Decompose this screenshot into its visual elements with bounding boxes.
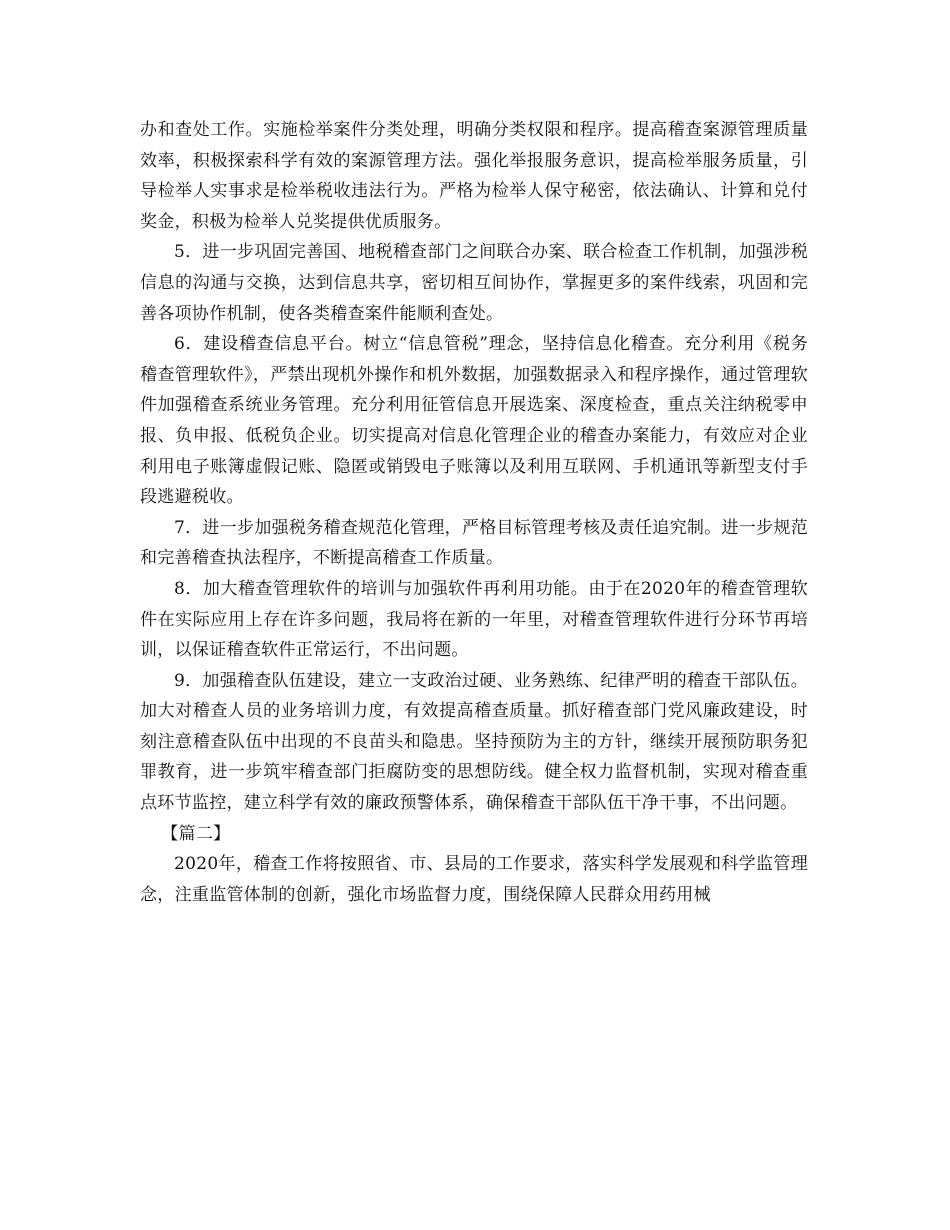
section-heading: 【篇二】 bbox=[161, 823, 231, 844]
paragraph-item-6: 6．建设稽查信息平台。树立“信息管税”理念，坚持信息化稽查。充分利用《税务稽查管理软件》，严禁出现机外操作和机外数据，加强数据录入和程序操作，通过管理软件加强稽查系统业务管理。充分利用征管信息开展选案、深度检查，重点关注纳税零申报、负申报、低税负企业。切实提高对信息化管理企业的稽查办案能力，有效应对企业利用电子账簿虚假记账、隐匿或销毁电子账簿以及利用互联网、手机通讯等新型支付手段逃避税收。 bbox=[140, 334, 808, 508]
paragraph-final: 2020年，稽查工作将按照省、市、县局的工作要求，落实科学发展观和科学监管理念，注重监管体制的创新，强化市场监督力度，围绕保障人民群众用药用械 bbox=[140, 854, 808, 905]
document-body bbox=[140, 115, 808, 910]
paragraph-continuation: 办和查处工作。实施检举案件分类处理，明确分类权限和程序。提高稽查案源管理质量效率，积极探索科学有效的案源管理方法。强化举报服务意识，提高检举服务质量，引导检举人实事求是检举税收违法行为。严格为检举人保守秘密，依法确认、计算和兑付奖金，积极为检举人兑奖提供优质服务。 bbox=[140, 120, 808, 232]
paragraph-item-9: 9．加强稽查队伍建设，建立一支政治过硬、业务熟练、纪律严明的稽查干部队伍。加大对稽查人员的业务培训力度，有效提高稽查质量。抓好稽查部门党风廉政建设，时刻注意稽查队伍中出现的不良苗头和隐患。坚持预防为主的方针，继续开展预防职务犯罪教育，进一步筑牢稽查部门拒腐防变的思想防线。健全权力监督机制，实现对稽查重点环节监控，建立科学有效的廉政预警体系，确保稽查干部队伍干净干事，不出问题。 bbox=[140, 670, 808, 814]
paragraph-item-8: 8．加大稽查管理软件的培训与加强软件再利用功能。由于在2020年的稽查管理软件在实际应用上存在许多问题，我局将在新的一年里，对稽查管理软件进行分环节再培训，以保证稽查软件正常运行，不出问题。 bbox=[140, 578, 808, 661]
paragraph-item-5: 5．进一步巩固完善国、地税稽查部门之间联合办案、联合检查工作机制，加强涉税信息的沟通与交换，达到信息共享，密切相互间协作，掌握更多的案件线索，巩固和完善各项协作机制，使各类稽查案件能顺利查处。 bbox=[140, 242, 808, 324]
paragraph-item-7: 7．进一步加强税务稽查规范化管理，严格目标管理考核及责任追究制。进一步规范和完善稽查执法程序，不断提高稽查工作质量。 bbox=[140, 517, 808, 569]
